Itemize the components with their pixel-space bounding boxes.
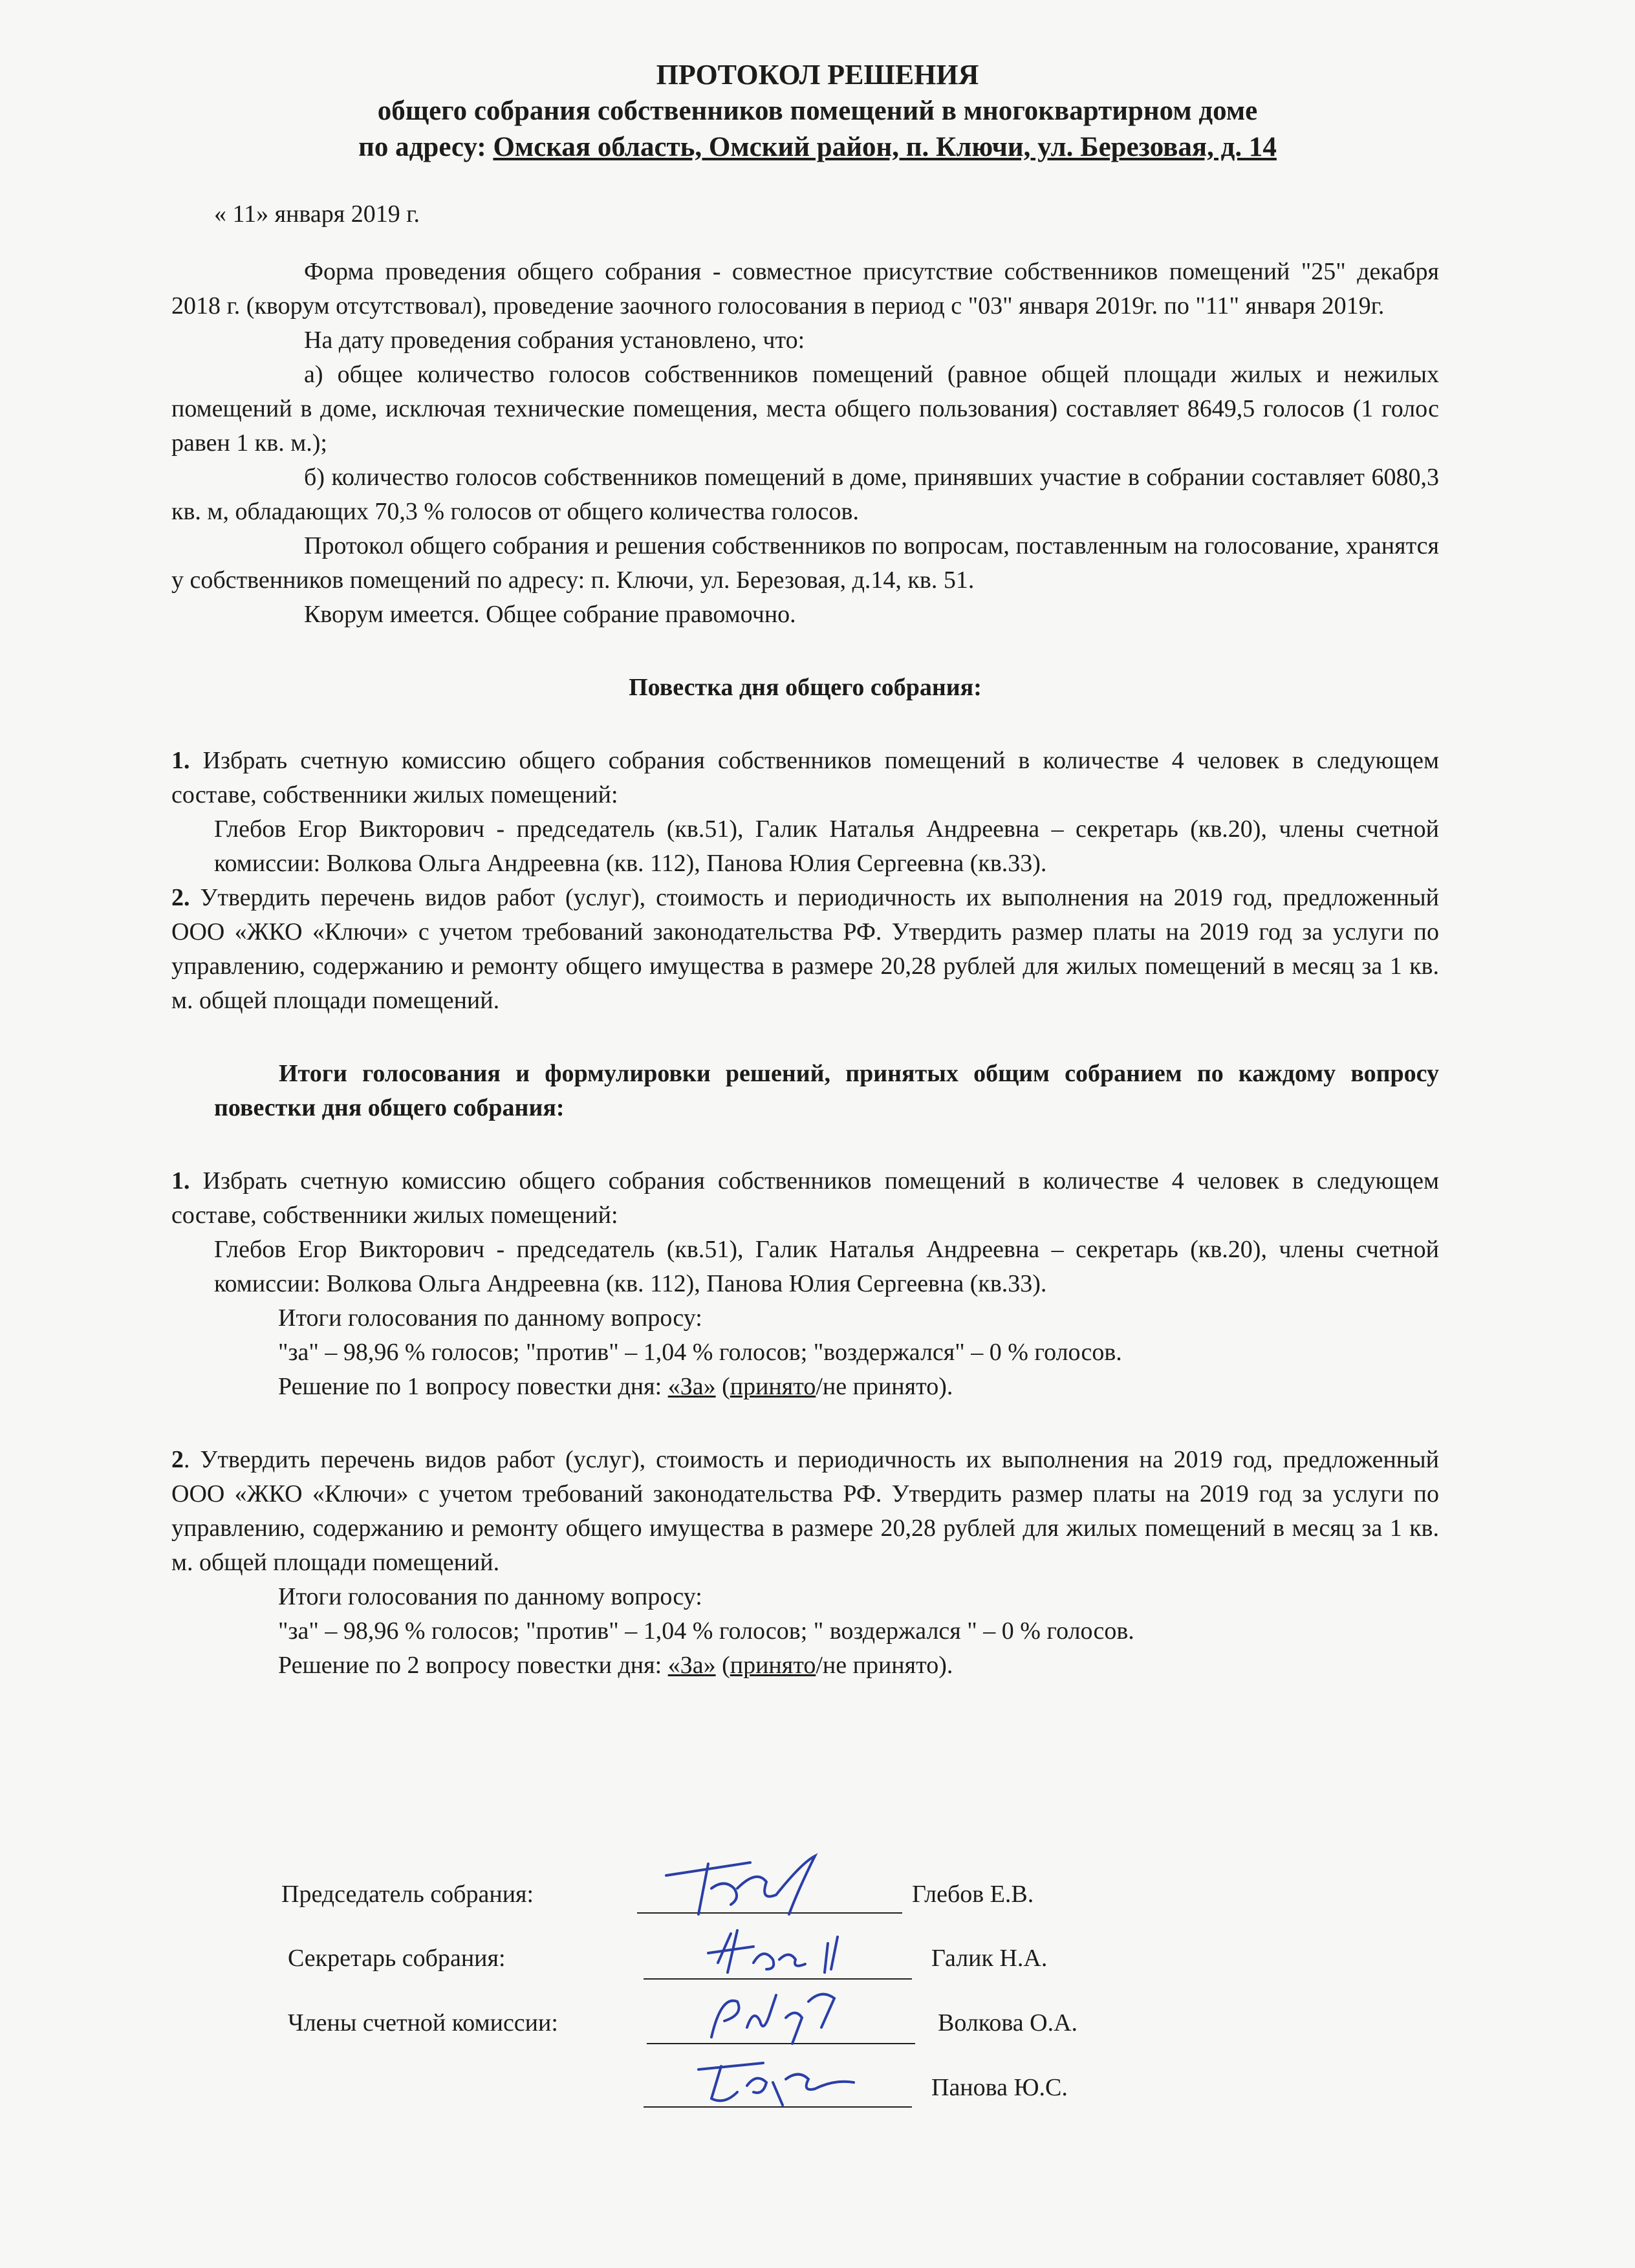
signature-volkova-icon — [698, 1982, 912, 2047]
document-body — [171, 197, 1439, 1683]
intro-paragraph-quorum: Кворум имеется. Общее собрание правомочно. — [304, 601, 796, 628]
agenda-item-2-number: 2. — [171, 884, 190, 911]
result-item-1-text: Избрать счетную комиссию общего собрания собственников помещений в количестве 4 человек в следующем составе, собственники жилых помещений: — [171, 1167, 1440, 1229]
signature-role-secretary: Секретарь собрания: — [288, 1945, 506, 1972]
decision-2-mid: ( — [715, 1652, 730, 1679]
agenda-item-1-members: Глебов Егор Викторович - председатель (кв.51), Галик Наталья Андреевна – секретарь (кв.20), члены счетной комиссии: Волкова Ольга Андреевна (кв. 112), Панова Юлия Сергеевна (кв.33). — [214, 815, 1439, 877]
address: Омская область, Омский район, п. Ключи, ул. Березовая, д. 14 — [493, 132, 1277, 162]
result-item-2-decision — [278, 1648, 1439, 1683]
signature-name-chairman: Глебов Е.В. — [912, 1881, 1034, 1908]
decision-1-rest: /не принято). — [816, 1373, 953, 1400]
agenda-item-1-number: 1. — [171, 747, 190, 774]
decision-1-prefix: Решение по 1 вопросу повестки дня: — [278, 1373, 668, 1400]
result-item-1-votes: "за" – 98,96 % голосов; "против" – 1,04 % голосов; "воздержался" – 0 % голосов. — [278, 1339, 1122, 1366]
intro-paragraph-total-votes: а) общее количество голосов собственников помещений (равное общей площади жилых и нежилых помещений в доме, исключая технические помещения, места общего пользования) составляет 8649,5 голосов (1 голос равен 1 кв. м.); — [171, 361, 1439, 457]
signatures-block — [0, 1853, 1635, 2124]
signature-name-volkova: Волкова О.А. — [938, 2009, 1078, 2036]
decision-1-mid: ( — [715, 1373, 730, 1400]
signature-secretary-icon — [698, 1924, 912, 1982]
decision-2-rest: /не принято). — [816, 1652, 953, 1679]
agenda-item-1-text: Избрать счетную комиссию общего собрания собственников помещений в количестве 4 человек в следующем составе, собственники жилых помещений: — [171, 747, 1440, 808]
result-item-2-votes: "за" – 98,96 % голосов; "против" – 1,04 % голосов; " воздержался " – 0 % голосов. — [278, 1617, 1134, 1645]
result-item-2-label: Итоги голосования по данному вопросу: — [278, 1583, 702, 1610]
result-item-1-label: Итоги голосования по данному вопросу: — [278, 1304, 702, 1332]
document-title: ПРОТОКОЛ РЕШЕНИЯ — [656, 59, 979, 91]
agenda-item-1 — [171, 744, 1439, 812]
signature-panova-icon — [686, 2053, 899, 2111]
signature-chairman-icon — [653, 1850, 886, 1921]
document-header — [0, 57, 1635, 166]
document-date: « 11» января 2019 г. — [214, 200, 420, 228]
result-item-1 — [171, 1164, 1439, 1233]
document-address-line — [0, 129, 1635, 166]
decision-1-accepted: принято — [730, 1373, 816, 1400]
intro-paragraph-participants: б) количество голосов собственников помещений в доме, принявших участие в собрании составляет 6080,3 кв. м, обладающих 70,3 % голосов от общего количества голосов. — [171, 464, 1439, 525]
address-prefix: по адресу: — [358, 132, 486, 162]
result-item-2-number: 2 — [171, 1446, 184, 1473]
decision-1-value: «За» — [667, 1373, 716, 1400]
signature-name-secretary: Галик Н.А. — [931, 1945, 1048, 1972]
signature-role-commission: Члены счетной комиссии: — [288, 2009, 558, 2036]
intro-paragraph-storage: Протокол общего собрания и решения собственников по вопросам, поставленным на голосование, хранятся у собственников помещений по адресу: п. Ключи, ул. Березовая, д.14, кв. 51. — [171, 532, 1439, 594]
decision-2-prefix: Решение по 2 вопросу повестки дня: — [278, 1652, 668, 1679]
result-item-2 — [171, 1443, 1439, 1580]
result-item-1-members: Глебов Егор Викторович - председатель (кв.51), Галик Наталья Андреевна – секретарь (кв.20), члены счетной комиссии: Волкова Ольга Андреевна (кв. 112), Панова Юлия Сергеевна (кв.33). — [214, 1236, 1439, 1297]
results-heading: Итоги голосования и формулировки решений, принятых общим собранием по каждому вопросу повестки дня общего собрания: — [214, 1060, 1439, 1121]
agenda-heading: Повестка дня общего собрания: — [629, 674, 982, 701]
agenda-item-2-text: Утвердить перечень видов работ (услуг), стоимость и периодичность их выполнения на 2019 год, предложенный ООО «ЖКО «Ключи» с учетом требований законодательства РФ. Утвердить размер платы на 2019 год за услуги по управлению, содержанию и ремонту общего имущества в размере 20,28 рублей для жилых помещений в месяц за 1 кв. м. общей площади помещений. — [171, 884, 1440, 1014]
decision-2-accepted: принято — [730, 1652, 816, 1679]
intro-paragraph-form: Форма проведения общего собрания - совместное присутствие собственников помещений "25" декабря 2018 г. (кворум отсутствовал), проведение заочного голосования в период с "03" января 2019г. по "11" января 2019г. — [171, 258, 1439, 319]
document-subtitle: общего собрания собственников помещений в многоквартирном доме — [377, 96, 1258, 126]
agenda-item-2 — [171, 881, 1439, 1018]
result-item-1-decision — [278, 1370, 1439, 1404]
intro-paragraph-established: На дату проведения собрания установлено, что: — [304, 327, 805, 354]
decision-2-value: «За» — [667, 1652, 716, 1679]
result-item-2-text: . Утвердить перечень видов работ (услуг), стоимость и периодичность их выполнения на 2019 год, предложенный ООО «ЖКО «Ключи» с учетом требований законодательства РФ. Утвердить размер платы на 2019 год за услуги по управлению, содержанию и ремонту общего имущества в размере 20,28 рублей для жилых помещений в месяц за 1 кв. м. общей площади помещений. — [171, 1446, 1439, 1576]
result-item-1-number: 1. — [171, 1167, 190, 1194]
signature-name-panova: Панова Ю.С. — [931, 2074, 1068, 2101]
signature-role-chairman: Председатель собрания: — [281, 1881, 534, 1908]
